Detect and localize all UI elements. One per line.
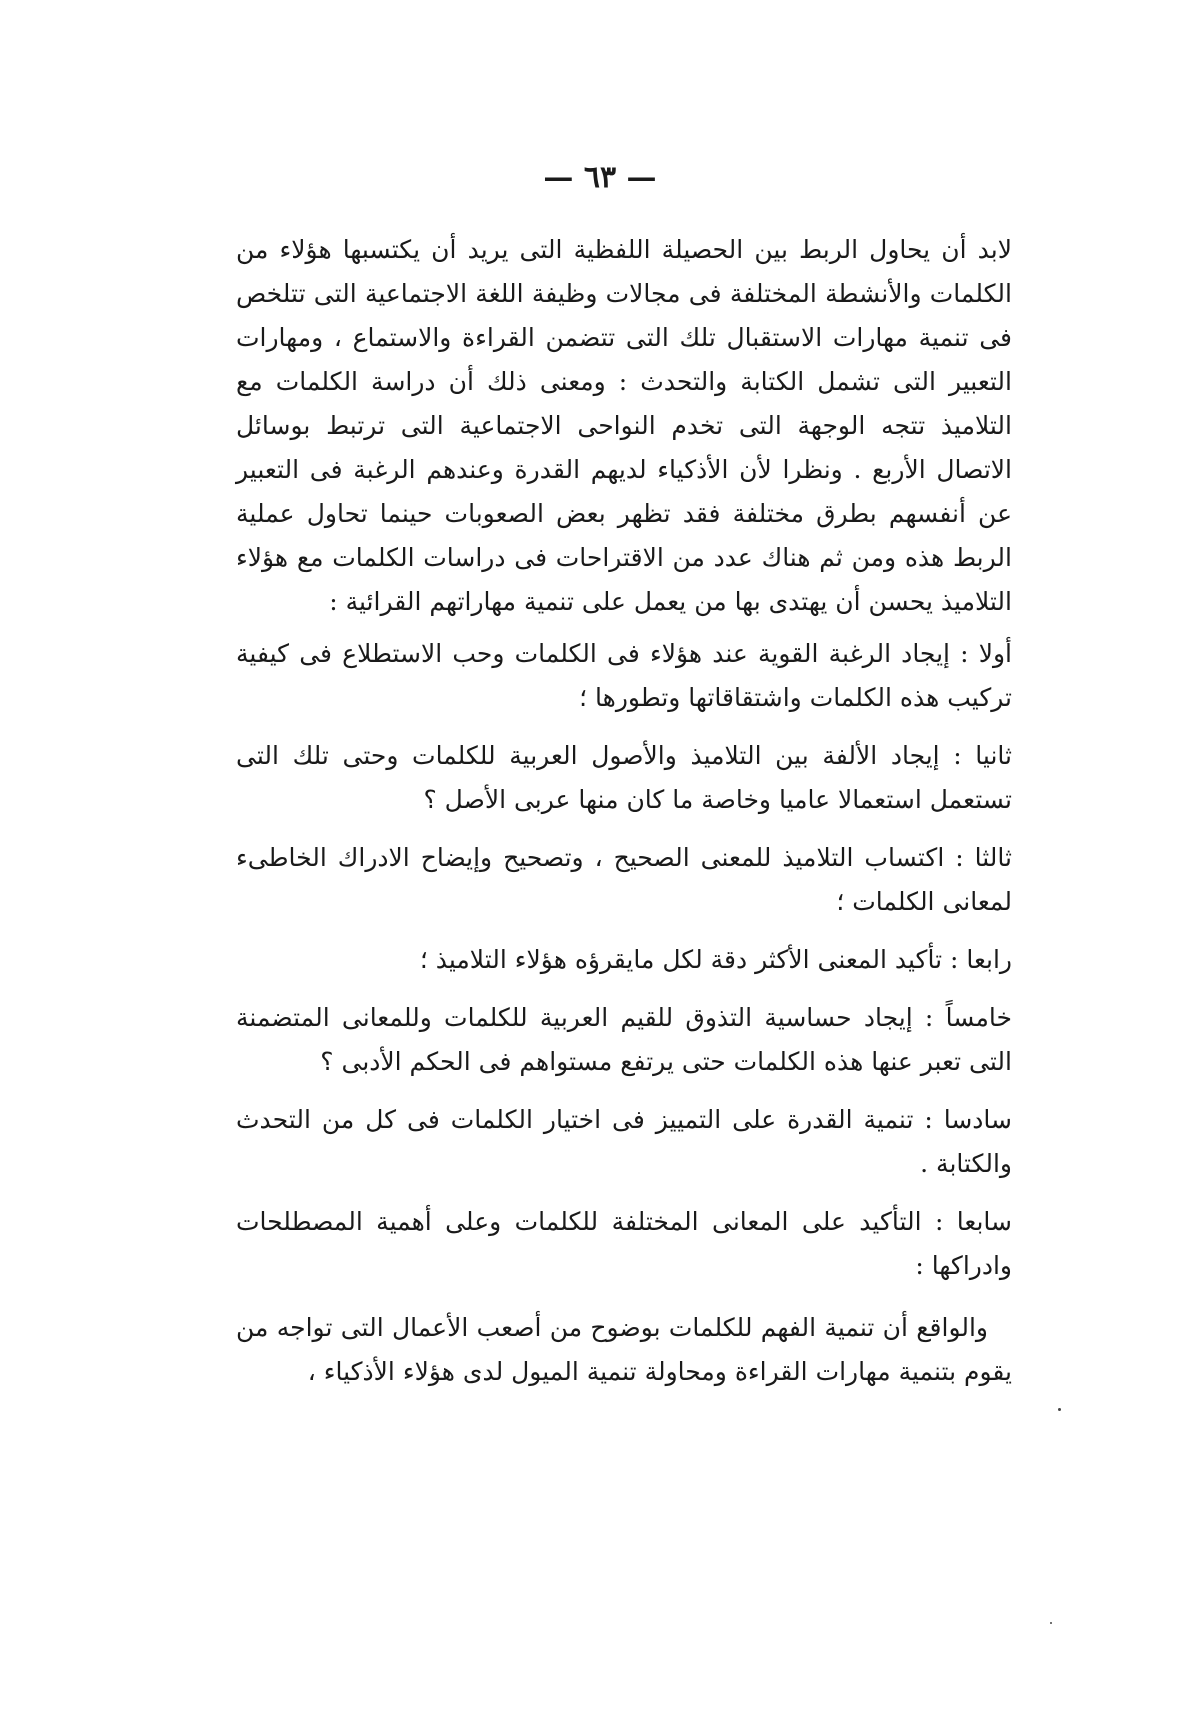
point-2: ثانيا : إيجاد الألفة بين التلاميذ والأصول العربية للكلمات وحتى تلك التى تستعمل استعمالا عاميا وخاصة ما كان منها عربى الأصل ؟: [236, 741, 1012, 814]
point-5: خامساً : إيجاد حساسية التذوق للقيم العربية للكلمات وللمعانى المتضمنة التى تعبر عنها هذه الكلمات حتى يرتفع مستواهم فى الحكم الأدبى ؟: [236, 1003, 1012, 1076]
point-7: سابعا : التأكيد على المعانى المختلفة للكلمات وعلى أهمية المصطلحات وادراكها :: [236, 1207, 1012, 1280]
closing-paragraph: والواقع أن تنمية الفهم للكلمات بوضوح من أصعب الأعمال التى تواجه من يقوم بتنمية مهارات القراءة ومحاولة تنمية الميول لدى هؤلاء الأذكياء ،: [236, 1313, 1012, 1386]
body-text: [236, 228, 1012, 1394]
intro-paragraph: لابد أن يحاول الربط بين الحصيلة اللفظية التى يريد أن يكتسبها هؤلاء من الكلمات والأنشطة المختلفة فى مجالات وظيفة اللغة الاجتماعية التى تتلخص فى تنمية مهارات الاستقبال تلك التى تتضمن القراءة والاستماع ، ومهارات التعبير التى تشمل الكتابة والتحدث : ومعنى ذلك أن دراسة الكلمات مع التلاميذ تتجه الوجهة التى تخدم النواحى الاجتماعية التى ترتبط بوسائل الاتصال الأربع . ونظرا لأن الأذكياء لديهم القدرة وعندهم الرغبة فى التعبير عن أنفسهم بطرق مختلفة فقد تظهر بعض الصعوبات حينما تحاول عملية الربط هذه ومن ثم هناك عدد من الاقتراحات فى دراسات الكلمات مع هؤلاء التلاميذ يحسن أن يهتدى بها من يعمل على تنمية مهاراتهم القرائية :: [236, 235, 1012, 616]
scan-speck: [1050, 1622, 1052, 1624]
point-6: سادسا : تنمية القدرة على التمييز فى اختيار الكلمات فى كل من التحدث والكتابة .: [236, 1105, 1012, 1178]
point-1: أولا : إيجاد الرغبة القوية عند هؤلاء فى الكلمات وحب الاستطلاع فى كيفية تركيب هذه الكلمات واشتقاقاتها وتطورها ؛: [236, 639, 1012, 712]
page-number: — ٦٣ —: [543, 160, 657, 195]
point-3: ثالثا : اكتساب التلاميذ للمعنى الصحيح ، وتصحيح وإيضاح الادراك الخاطىء لمعانى الكلمات ؛: [236, 843, 1012, 916]
point-4: رابعا : تأكيد المعنى الأكثر دقة لكل مايقرؤه هؤلاء التلاميذ ؛: [419, 945, 1012, 974]
scan-speck: [1058, 1408, 1061, 1411]
